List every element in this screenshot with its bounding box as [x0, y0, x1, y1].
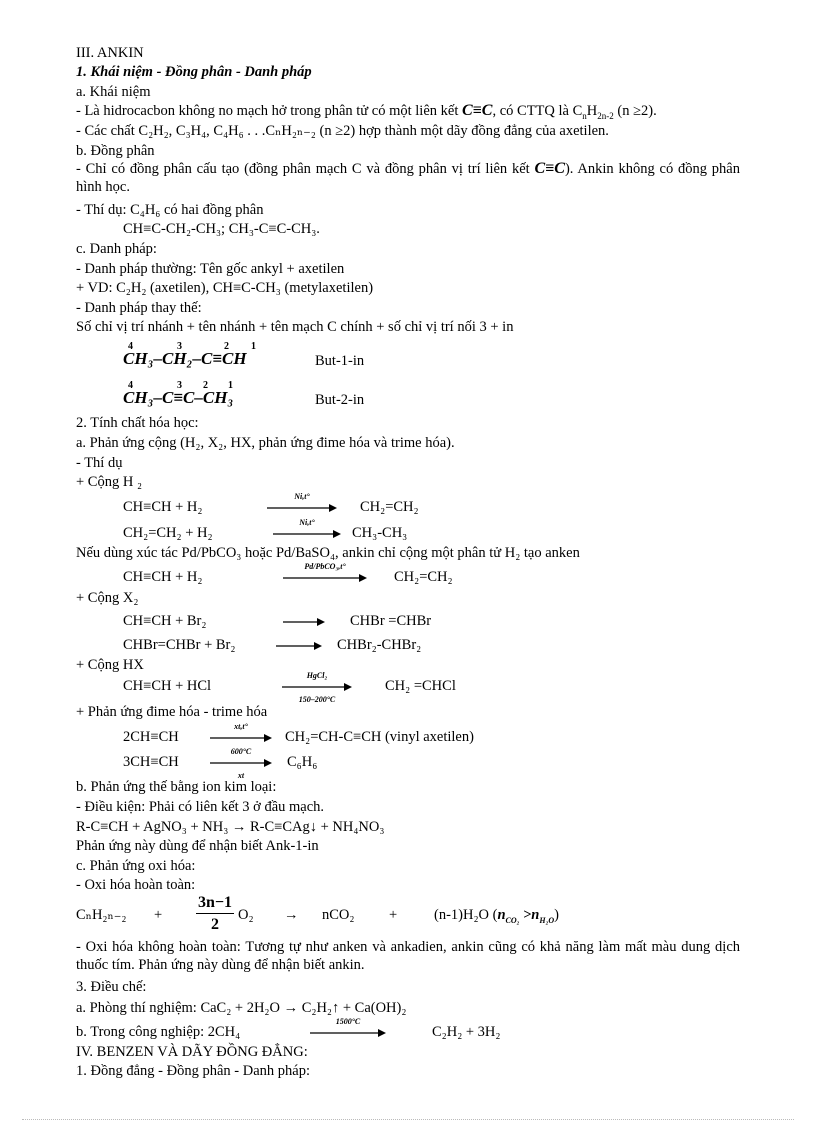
heading-dong-phan: b. Đồng phân [76, 143, 155, 159]
reaction-4-arrow [283, 612, 325, 630]
name-but-1-in: But-1-in [315, 353, 365, 369]
reaction-arrow: 600°C xt [210, 758, 272, 768]
carbon-number: 4 [128, 341, 133, 352]
preparation-title: 3. Điều chế: [76, 979, 147, 995]
substitution-condition: - Điều kiện: Phải có liên kết 3 ở đầu mạch. [76, 799, 325, 815]
add-x2-heading: + Cộng X₂ [76, 590, 139, 606]
reaction-arrow: Ni,t° [273, 529, 341, 539]
combustion-arrow: → [284, 907, 299, 923]
complete-oxidation-heading: - Oxi hóa hoàn toàn: [76, 877, 196, 893]
reaction-arrow: 1500°C [310, 1028, 386, 1038]
common-name-rule: - Danh pháp thường: Tên gốc ankyl + axetilen [76, 261, 345, 277]
reaction-5-lhs: CHBr=CHBr + Br₂ [123, 637, 236, 653]
reaction-7-lhs: 2CH≡CH [123, 729, 179, 745]
section-title-ankin: III. ANKIN [76, 45, 144, 61]
carbon-number: 3 [177, 341, 182, 352]
reaction-6-arrow [282, 670, 352, 704]
combustion-lhs: CₙH₂ₙ₋₂ [76, 907, 127, 923]
lab-preparation: a. Phòng thí nghiệm: CaC₂ + 2H₂O → C₂H₂↑ + Ca(OH)₂ [76, 1000, 407, 1016]
reaction-arrow: xt,t° [210, 733, 272, 743]
dimer-trimer-heading: + Phản ứng đime hóa - trime hóa [76, 704, 268, 720]
substitutive-name-heading: - Danh pháp thay thế: [76, 300, 202, 316]
combustion-co2: nCO₂ [322, 907, 355, 923]
triple-bond-symbol-2: C≡C [534, 160, 565, 177]
definition-line-2: - Các chất C₂H₂, C₃H₄, C₄H₆ . . .CₙH₂ₙ₋₂ (n ≥2) hợp thành một dãy đồng đẳng của axetilen. [76, 123, 609, 139]
carbon-number: 3 [177, 380, 182, 391]
reaction-1-lhs: CH≡CH + H₂ [123, 499, 203, 515]
reaction-6-rhs: CH₂ =CHCl [385, 678, 456, 694]
reaction-3-arrow [283, 561, 367, 586]
reaction-arrow [276, 641, 322, 651]
reaction-7-rhs: CH₂=CH-C≡CH (vinyl axetilen) [285, 729, 474, 745]
carbon-number: 2 [224, 341, 229, 352]
combustion-o2: O₂ [238, 907, 254, 923]
reaction-2-lhs: CH₂=CH₂ + H₂ [123, 525, 213, 541]
reaction-3-lhs: CH≡CH + H₂ [123, 569, 203, 585]
reaction-arrow: Ni,t° [267, 503, 337, 513]
industrial-arrow [310, 1016, 386, 1041]
example-label: - Thí dụ [76, 455, 123, 471]
combustion-water: (n-1)H₂O $(n_{CO_2} >n_{H_2O})$ [434, 907, 560, 925]
partial-oxidation-paragraph: - Oxi hóa không hoàn toàn: Tương tự như anken và ankadien, ankin cũng có khả năng làm mất màu dung dịch thuốc tím. Phản ứng này dùng để nhận biết ankin. [76, 939, 740, 973]
heading-khai-niem: a. Khái niệm [76, 84, 151, 100]
reaction-silver: R-C≡CH + AgNO₃ + NH₃ → R-C≡CAg↓ + NH₄NO₃ [76, 819, 385, 835]
oxidation-heading: c. Phản ứng oxi hóa: [76, 858, 196, 874]
chem-properties-title: 2. Tính chất hóa học: [76, 415, 199, 431]
formula-but-1-in: CH₃–CH₂–C≡CH [123, 349, 247, 368]
reaction-4-rhs: CHBr =CHBr [350, 613, 432, 629]
substitutive-name-rule: Số chỉ vị trí nhánh + tên nhánh + tên mạch C chính + số chỉ vị trí nối 3 + in [76, 319, 514, 335]
reaction-8-arrow [210, 746, 272, 780]
subsection-title: 1. Khái niệm - Đồng phân - Danh pháp [76, 64, 312, 80]
carbon-number: 1 [228, 380, 233, 391]
reaction-arrow: HgCl₂ 150–200°C [282, 682, 352, 692]
mole-condition: $n_{CO_2} >n_{H_2O}$ [497, 907, 555, 925]
add-hx-heading: + Cộng HX [76, 657, 144, 673]
reaction-arrow [283, 617, 325, 627]
page-bottom-divider [22, 1119, 794, 1120]
addition-heading: a. Phản ứng cộng (H₂, X₂, HX, phản ứng đime hóa và trime hóa). [76, 435, 455, 451]
reaction-2-arrow [273, 517, 341, 542]
name-but-2-in: But-2-in [315, 392, 365, 408]
definition-line-1: - Là hidrocacbon không no mạch hở trong phân tử có một liên kết C≡C, có CTTQ là $C_nH_{2n-2}$ (n ≥2). [76, 102, 657, 121]
isomer-formulas: CH≡C-CH₂-CH₃; CH₃-C≡C-CH₃. [123, 221, 320, 237]
reaction-4-lhs: CH≡CH + Br₂ [123, 613, 207, 629]
reaction-5-rhs: CHBr₂-CHBr₂ [337, 637, 422, 653]
silver-note: Phản ứng này dùng để nhận biết Ank-1-in [76, 838, 319, 854]
combustion-plus: + [154, 907, 163, 923]
common-name-example: + VD: C₂H₂ (axetilen), CH≡C-CH₃ (metylaxetilen) [76, 280, 374, 296]
formula-but-2-in: CH₃–C≡C–CH₃ [123, 388, 234, 407]
benzen-subsection: 1. Đồng đẳng - Đồng phân - Danh pháp: [76, 1063, 310, 1079]
isomer-paragraph: - Chỉ có đồng phân cấu tạo (đồng phân mạch C và đồng phân vị trí liên kết C≡C). Ankin không có đồng phân hình học. [76, 160, 740, 195]
carbon-number: 2 [203, 380, 208, 391]
triple-bond-symbol: C≡C [462, 102, 493, 119]
reaction-8-lhs: 3CH≡CH [123, 754, 179, 770]
reaction-1-rhs: CH₂=CH₂ [360, 499, 419, 515]
reaction-6-lhs: CH≡CH + HCl [123, 678, 212, 694]
industrial-preparation-rhs: C₂H₂ + 3H₂ [432, 1024, 501, 1040]
pd-catalyst-note: Nếu dùng xúc tác Pd/PbCO₃ hoặc Pd/BaSO₄, ankin chỉ cộng một phân tử H₂ tạo anken [76, 545, 580, 561]
add-h2-heading: + Cộng H ₂ [76, 474, 143, 490]
reaction-5-arrow [276, 636, 322, 654]
reaction-2-rhs: CH₃-CH₃ [352, 525, 408, 541]
reaction-7-arrow [210, 721, 272, 746]
combustion-plus-2: + [389, 907, 398, 923]
heading-danh-phap: c. Danh pháp: [76, 241, 157, 257]
stoich-fraction: $\frac{3n-1}{2}$ [198, 894, 233, 933]
substitution-heading: b. Phản ứng thế bằng ion kim loại: [76, 779, 277, 795]
carbon-number: 1 [251, 341, 256, 352]
reaction-1-arrow [267, 491, 337, 516]
section-title-benzen: IV. BENZEN VÀ DÃY ĐỒNG ĐẲNG: [76, 1044, 308, 1060]
industrial-preparation-lhs: b. Trong công nghiệp: 2CH₄ [76, 1024, 241, 1040]
isomer-example: - Thí dụ: C₄H₆ có hai đồng phân [76, 202, 264, 218]
reaction-8-rhs: C₆H₆ [287, 754, 318, 770]
combustion-fraction [196, 893, 234, 936]
carbon-number: 4 [128, 380, 133, 391]
reaction-3-rhs: CH₂=CH₂ [394, 569, 453, 585]
reaction-arrow: Pd/PbCO₃,t° [283, 573, 367, 583]
